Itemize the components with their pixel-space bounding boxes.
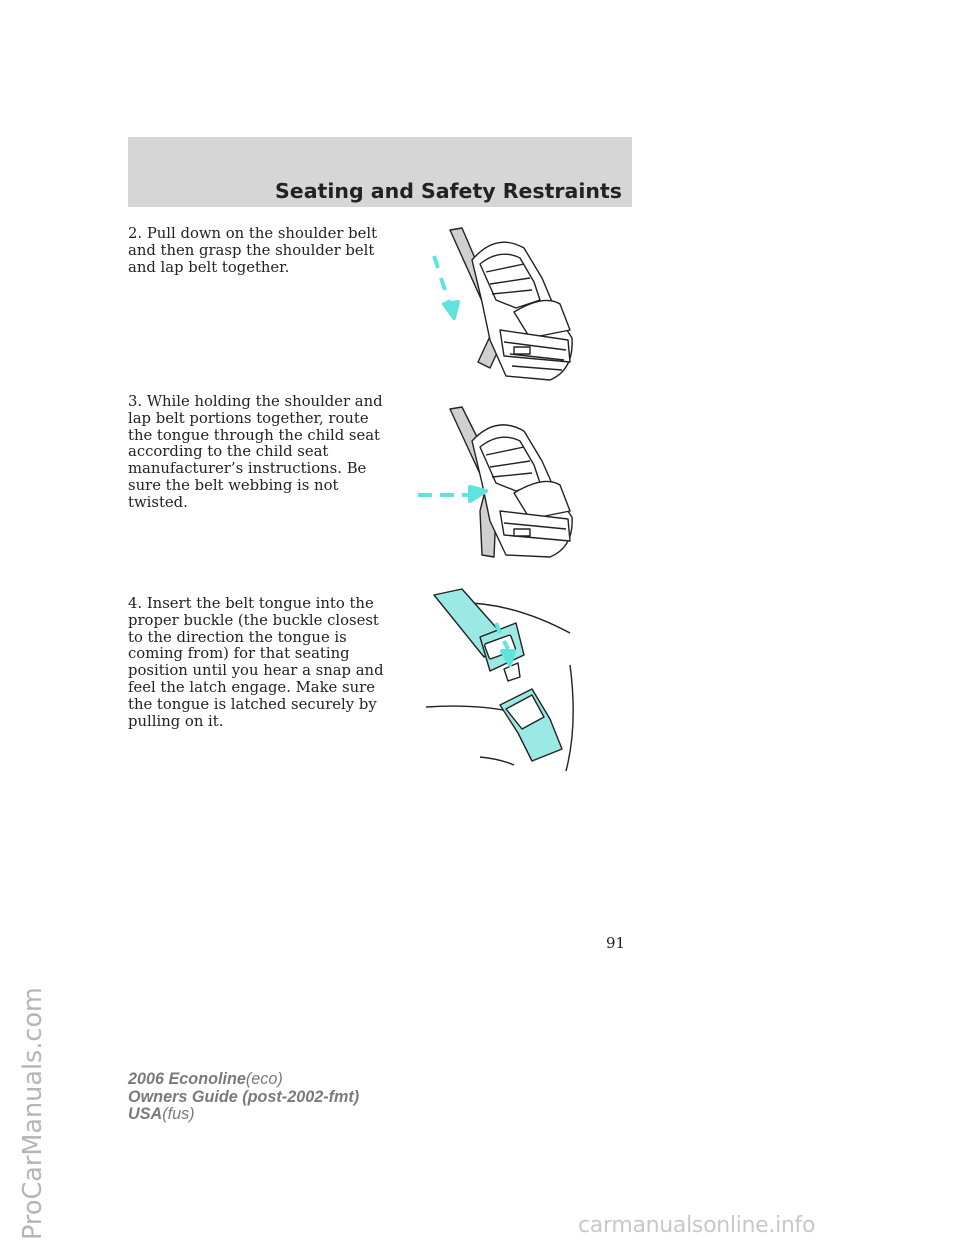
footer-model: 2006 Econoline xyxy=(128,1070,246,1088)
footer-line-1 xyxy=(128,1071,359,1089)
footer-market-code: (fus) xyxy=(162,1105,195,1123)
footer-market: USA xyxy=(128,1105,163,1123)
buckle-insert-tongue-illustration xyxy=(420,585,580,775)
footer-line-3 xyxy=(128,1106,359,1124)
bottom-watermark: carmanualsonline.info xyxy=(578,1213,816,1238)
footer-model-code: (eco) xyxy=(245,1070,283,1088)
child-seat-pull-belt-illustration xyxy=(420,220,590,390)
footer-guide: Owners Guide (post-2002-fmt) xyxy=(128,1087,360,1106)
child-seat-route-tongue-illustration xyxy=(410,405,590,570)
step-2-text: 2. Pull down on the shoulder belt and then grasp the shoulder belt and lap belt together. xyxy=(128,225,378,276)
page-number: 91 xyxy=(606,934,626,952)
section-header-band xyxy=(128,137,632,207)
footer-line-2 xyxy=(128,1089,359,1107)
step-3-text: 3. While holding the shoulder and lap belt portions together, route the tongue through the child seat according to the child seat manufacturer’s instructions. Be sure the belt webbing is not twisted. xyxy=(128,393,383,511)
section-title: Seating and Safety Restraints xyxy=(275,179,622,203)
document-footer xyxy=(128,1071,359,1124)
step-4-text: 4. Insert the belt tongue into the proper buckle (the buckle closest to the direction the tongue is coming from) for that seating position until you hear a snap and feel the latch engage. Make sure the tongue is latched securely by pulling on it. xyxy=(128,595,384,730)
side-watermark: ProCarManuals.com xyxy=(18,987,48,1240)
